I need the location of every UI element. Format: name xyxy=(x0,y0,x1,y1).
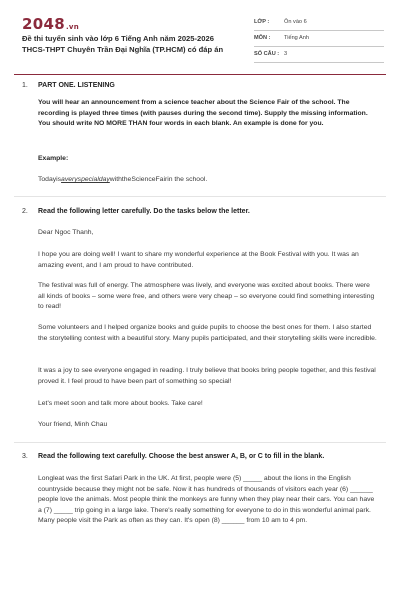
meta-row-class xyxy=(254,16,384,32)
meta-value: 3 xyxy=(284,51,288,57)
letter-paragraph: I hope you are doing well! I want to share my wonderful experience at the Book Festival with you. It was an amazing event, and I am proud to have contributed. xyxy=(38,251,359,269)
question-number: 3. xyxy=(22,453,28,460)
meta-key: MÔN : xyxy=(254,35,271,41)
title-line-2: THCS-THPT Chuyên Trần Đại Nghĩa (TP.HCM) có đáp án xyxy=(22,45,224,54)
example-answer: averyspecialday xyxy=(61,176,110,183)
meta-value: Tiếng Anh xyxy=(284,35,309,41)
question-instruction: You will hear an announcement from a science teacher about the Science Fair of the school. The recording is played three times (with pauses during the second time). Supply the missing information. You should write NO MORE THAN four words in each blank. An example is done for you. xyxy=(38,99,368,128)
letter-closing: Let's meet soon and talk more about books. Take care! xyxy=(38,400,203,407)
section-divider xyxy=(14,196,386,197)
question-number: 2. xyxy=(22,208,28,215)
meta-row-count xyxy=(254,48,384,64)
letter-paragraph: The festival was full of energy. The atmosphere was lively, and everyone was excited about books. There were all kinds of books – some were free, and others were very cheap – so everyone could find something interesting to read! xyxy=(38,282,375,311)
question-heading: PART ONE. LISTENING xyxy=(38,82,115,89)
question-number: 1. xyxy=(22,82,28,89)
example-sentence xyxy=(38,176,207,183)
example-before: Todayis xyxy=(38,176,62,183)
title-line-1: Đề thi tuyển sinh vào lớp 6 Tiếng Anh năm 2025-2026 xyxy=(22,34,214,43)
letter-paragraph: It was a joy to see everyone engaged in reading. I truly believe that books bring people together, and this festival proved it. I feel proud to have been part of something so special! xyxy=(38,367,376,385)
meta-info xyxy=(254,16,384,64)
letter-paragraph: Some volunteers and I helped organize books and guide pupils to choose the best ones for them. I also started the storytelling contest with a beautiful story. Many pupils participated, and their storytelling skills were incredible. xyxy=(38,324,377,342)
divider xyxy=(254,30,384,31)
question-heading: Read the following letter carefully. Do the tasks below the letter. xyxy=(38,208,250,215)
logo-text: 2048 xyxy=(22,15,65,33)
meta-value: Ôn vào 6 xyxy=(284,19,307,25)
example-after: withtheScienceFairin the school. xyxy=(109,176,208,183)
reading-passage: Longleat was the first Safari Park in the UK. At first, people were (5) _____ about the lions in the English countryside because they might not be safe. Now it has hundreds of thousands of visitors each year (6) ______ people love the animals. Most people think the monkeys are funny when they play near their cars. You can have a (7) _____ trip going in a large lake. There's really something for everyone to do in this wonderful animal park. Many people visit the Park as often as they can. It's open (8) ______ from 10 am to 4 pm. xyxy=(38,475,375,525)
logo-suffix: .vn xyxy=(65,23,80,31)
example-label: Example: xyxy=(38,155,69,162)
section-divider xyxy=(14,442,386,443)
question-heading: Read the following text carefully. Choose the best answer A, B, or C to fill in the blank. xyxy=(38,453,325,460)
divider xyxy=(254,46,384,47)
divider xyxy=(254,62,384,63)
document-title xyxy=(22,33,257,55)
letter-greeting: Dear Ngoc Thanh, xyxy=(38,229,94,236)
meta-key: SỐ CÂU : xyxy=(254,51,280,57)
meta-row-subject xyxy=(254,32,384,48)
header-divider xyxy=(14,74,386,75)
meta-key: LỚP : xyxy=(254,19,270,25)
page-header xyxy=(0,0,400,72)
letter-signature: Your friend, Minh Chau xyxy=(38,421,108,428)
site-logo[interactable] xyxy=(22,15,79,33)
